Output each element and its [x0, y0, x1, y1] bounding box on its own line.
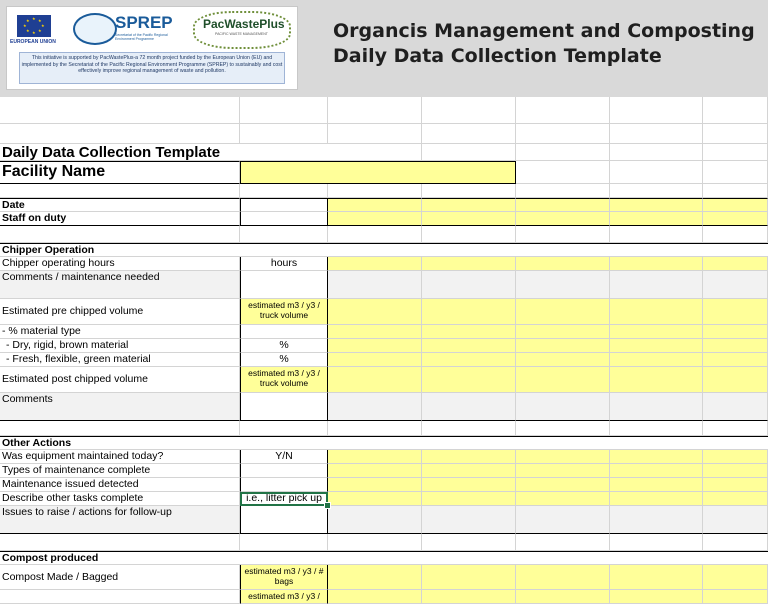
data-entry-cell[interactable] — [516, 367, 610, 393]
data-entry-cell[interactable] — [610, 464, 703, 478]
template-heading: Daily Data Collection Template — [0, 144, 328, 161]
empty-cell[interactable] — [516, 421, 610, 436]
data-entry-cell[interactable] — [610, 353, 703, 367]
data-entry-cell[interactable] — [516, 271, 610, 299]
empty-cell[interactable] — [328, 97, 422, 124]
data-entry-cell[interactable] — [610, 492, 703, 506]
empty-cell[interactable] — [240, 184, 328, 198]
data-entry-cell[interactable] — [703, 492, 768, 506]
data-entry-cell[interactable] — [703, 464, 768, 478]
empty-cell[interactable] — [0, 421, 240, 436]
empty-cell[interactable] — [610, 226, 703, 243]
empty-cell[interactable] — [516, 144, 610, 161]
data-entry-cell[interactable] — [516, 325, 610, 339]
data-entry-cell[interactable] — [610, 393, 703, 421]
data-entry-cell[interactable] — [328, 590, 422, 604]
empty-cell[interactable] — [610, 421, 703, 436]
empty-cell[interactable] — [610, 534, 703, 551]
data-entry-cell[interactable] — [516, 299, 610, 325]
data-entry-cell[interactable] — [422, 353, 516, 367]
empty-cell[interactable] — [516, 226, 610, 243]
data-entry-cell[interactable] — [516, 464, 610, 478]
empty-cell[interactable] — [328, 534, 422, 551]
empty-cell[interactable] — [422, 97, 516, 124]
unit-input-cell[interactable] — [240, 198, 328, 212]
data-entry-cell[interactable] — [516, 257, 610, 271]
data-entry-cell[interactable] — [516, 393, 610, 421]
section-header: Compost produced — [0, 551, 768, 565]
empty-cell[interactable] — [703, 184, 768, 198]
data-entry-cell[interactable] — [516, 590, 610, 604]
data-entry-cell[interactable] — [422, 271, 516, 299]
empty-cell[interactable] — [422, 144, 516, 161]
pacwasteplus-logo: PacWastePlus — [203, 17, 285, 31]
data-entry-cell[interactable] — [328, 506, 422, 534]
empty-cell[interactable] — [610, 161, 703, 184]
row-label: Estimated pre chipped volume — [0, 299, 240, 325]
empty-cell[interactable] — [422, 534, 516, 551]
empty-cell[interactable] — [516, 161, 610, 184]
empty-cell[interactable] — [703, 124, 768, 144]
eu-label: EUROPEAN UNION — [10, 39, 56, 45]
data-entry-cell[interactable] — [328, 198, 422, 212]
empty-cell[interactable] — [0, 124, 240, 144]
empty-cell[interactable] — [703, 161, 768, 184]
data-entry-cell[interactable] — [610, 450, 703, 464]
data-entry-cell[interactable] — [703, 198, 768, 212]
data-entry-cell[interactable] — [328, 271, 422, 299]
row-label: Describe other tasks complete — [0, 492, 240, 506]
empty-cell[interactable] — [0, 226, 240, 243]
data-entry-cell[interactable] — [610, 367, 703, 393]
empty-cell[interactable] — [0, 534, 240, 551]
data-entry-cell[interactable] — [422, 506, 516, 534]
data-entry-cell[interactable] — [610, 271, 703, 299]
fill-handle[interactable] — [324, 502, 331, 509]
data-entry-cell[interactable] — [422, 492, 516, 506]
empty-cell[interactable] — [422, 421, 516, 436]
unit-input-cell[interactable] — [240, 506, 328, 534]
data-entry-cell[interactable] — [610, 325, 703, 339]
empty-cell[interactable] — [0, 97, 240, 124]
empty-cell[interactable] — [328, 226, 422, 243]
row-label: Types of maintenance complete — [0, 464, 240, 478]
title-line-2: Daily Data Collection Template — [333, 45, 662, 67]
section-header: Chipper Operation — [0, 243, 768, 257]
data-entry-cell[interactable] — [703, 478, 768, 492]
spreadsheet-grid[interactable] — [0, 97, 768, 601]
data-entry-cell[interactable] — [516, 198, 610, 212]
data-entry-cell[interactable] — [328, 478, 422, 492]
funding-disclaimer: This initiative is supported by PacWastePlus-a 72 month project funded by the European Union (EU) and implemented by the Secretariat of the Pacific Regional Environment Programme (SPREP) to sustainably and cost effectively improve regional management of waste and pollution. — [19, 52, 285, 84]
empty-cell[interactable] — [240, 226, 328, 243]
document-header — [0, 0, 768, 97]
row-label: - Dry, rigid, brown material — [0, 339, 240, 353]
empty-cell[interactable] — [516, 534, 610, 551]
empty-cell[interactable] — [0, 184, 240, 198]
empty-cell[interactable] — [422, 184, 516, 198]
data-entry-cell[interactable] — [328, 325, 422, 339]
data-entry-cell[interactable] — [328, 257, 422, 271]
data-entry-cell[interactable] — [328, 492, 422, 506]
row-label: - Fresh, flexible, green material — [0, 353, 240, 367]
page-title — [333, 19, 755, 69]
empty-cell[interactable] — [703, 97, 768, 124]
row-label: Comments / maintenance needed — [0, 271, 240, 299]
data-entry-cell[interactable] — [610, 198, 703, 212]
data-entry-cell[interactable] — [610, 590, 703, 604]
data-entry-cell[interactable] — [516, 478, 610, 492]
unit-input-cell[interactable] — [240, 325, 328, 339]
data-entry-cell[interactable] — [610, 565, 703, 590]
data-entry-cell[interactable] — [703, 450, 768, 464]
sprep-subtitle: Secretariat of the Pacific Regional Environment Programme — [115, 33, 168, 41]
data-entry-cell[interactable] — [703, 367, 768, 393]
data-entry-cell[interactable] — [703, 271, 768, 299]
data-entry-cell[interactable] — [610, 506, 703, 534]
section-header: Other Actions — [0, 436, 768, 450]
data-entry-cell[interactable] — [516, 450, 610, 464]
empty-cell[interactable] — [703, 421, 768, 436]
data-entry-cell[interactable] — [610, 478, 703, 492]
empty-cell[interactable] — [703, 534, 768, 551]
unit-cell[interactable]: Y/N — [240, 450, 328, 464]
data-entry-cell[interactable] — [422, 299, 516, 325]
empty-cell[interactable] — [516, 97, 610, 124]
row-label: Comments — [0, 393, 240, 421]
data-entry-cell[interactable] — [422, 339, 516, 353]
data-entry-cell[interactable] — [422, 393, 516, 421]
empty-cell[interactable] — [422, 124, 516, 144]
data-entry-cell[interactable] — [703, 590, 768, 604]
row-label: Estimated post chipped volume — [0, 367, 240, 393]
unit-input-cell[interactable] — [240, 478, 328, 492]
data-entry-cell[interactable] — [422, 367, 516, 393]
empty-cell[interactable] — [516, 184, 610, 198]
data-entry-cell[interactable] — [610, 299, 703, 325]
row-label: Chipper operating hours — [0, 257, 240, 271]
data-entry-cell[interactable] — [422, 257, 516, 271]
unit-cell[interactable]: estimated m3 / y3 / truck volume — [240, 299, 328, 325]
row-label: Staff on duty — [0, 212, 240, 226]
data-entry-cell[interactable] — [610, 257, 703, 271]
data-entry-cell[interactable] — [422, 464, 516, 478]
unit-input-cell[interactable] — [240, 393, 328, 421]
empty-cell[interactable] — [328, 124, 422, 144]
data-entry-cell[interactable] — [516, 212, 610, 226]
unit-cell[interactable]: i.e., litter pick up — [240, 492, 328, 506]
sprep-emblem-icon — [73, 13, 117, 45]
data-entry-cell[interactable] — [703, 565, 768, 590]
data-entry-cell[interactable] — [516, 565, 610, 590]
pacwasteplus-subtitle: PACIFIC WASTE MANAGEMENT — [215, 32, 268, 36]
empty-cell[interactable] — [610, 124, 703, 144]
data-entry-cell[interactable] — [328, 464, 422, 478]
row-label: - % material type — [0, 325, 240, 339]
facility-name-input[interactable] — [240, 161, 516, 184]
data-entry-cell[interactable] — [703, 393, 768, 421]
data-entry-cell[interactable] — [328, 353, 422, 367]
data-entry-cell[interactable] — [703, 212, 768, 226]
unit-input-cell[interactable] — [240, 271, 328, 299]
empty-cell[interactable] — [240, 421, 328, 436]
unit-cell[interactable]: hours — [240, 257, 328, 271]
empty-cell[interactable] — [516, 124, 610, 144]
empty-cell[interactable] — [328, 144, 422, 161]
empty-cell[interactable] — [610, 184, 703, 198]
title-line-1: Organcis Management and Composting — [333, 20, 755, 42]
unit-cell[interactable]: estimated m3 / y3 / truck volume — [240, 367, 328, 393]
data-entry-cell[interactable] — [703, 299, 768, 325]
data-entry-cell[interactable] — [328, 450, 422, 464]
unit-input-cell[interactable] — [240, 212, 328, 226]
partner-logos-panel — [6, 6, 298, 90]
data-entry-cell[interactable] — [703, 506, 768, 534]
empty-cell[interactable] — [610, 144, 703, 161]
data-entry-cell[interactable] — [328, 299, 422, 325]
sprep-logo: SPREP — [115, 13, 173, 32]
data-entry-cell[interactable] — [610, 212, 703, 226]
empty-cell[interactable] — [703, 226, 768, 243]
empty-cell[interactable] — [240, 97, 328, 124]
unit-cell[interactable]: estimated m3 / y3 / # bags — [240, 565, 328, 590]
empty-cell[interactable] — [240, 124, 328, 144]
empty-cell[interactable] — [328, 184, 422, 198]
empty-cell[interactable] — [240, 534, 328, 551]
row-label — [0, 590, 240, 604]
unit-cell[interactable]: % — [240, 339, 328, 353]
data-entry-cell[interactable] — [422, 325, 516, 339]
facility-name-label: Facility Name — [0, 161, 240, 184]
empty-cell[interactable] — [610, 97, 703, 124]
eu-flag-icon: ★ ★ ★ ★ ★ ★ ★ ★ — [17, 15, 51, 37]
data-entry-cell[interactable] — [703, 339, 768, 353]
data-entry-cell[interactable] — [516, 353, 610, 367]
data-entry-cell[interactable] — [516, 339, 610, 353]
data-entry-cell[interactable] — [328, 565, 422, 590]
data-entry-cell[interactable] — [703, 257, 768, 271]
data-entry-cell[interactable] — [422, 590, 516, 604]
unit-input-cell[interactable] — [240, 464, 328, 478]
data-entry-cell[interactable] — [328, 393, 422, 421]
data-entry-cell[interactable] — [422, 198, 516, 212]
data-entry-cell[interactable] — [422, 478, 516, 492]
empty-cell[interactable] — [703, 144, 768, 161]
data-entry-cell[interactable] — [516, 492, 610, 506]
data-entry-cell[interactable] — [703, 325, 768, 339]
row-label: Maintenance issued detected — [0, 478, 240, 492]
data-entry-cell[interactable] — [328, 367, 422, 393]
unit-cell[interactable]: % — [240, 353, 328, 367]
empty-cell[interactable] — [422, 226, 516, 243]
data-entry-cell[interactable] — [422, 212, 516, 226]
data-entry-cell[interactable] — [703, 353, 768, 367]
data-entry-cell[interactable] — [328, 339, 422, 353]
data-entry-cell[interactable] — [516, 506, 610, 534]
data-entry-cell[interactable] — [328, 212, 422, 226]
row-label: Date — [0, 198, 240, 212]
data-entry-cell[interactable] — [422, 565, 516, 590]
unit-cell[interactable]: estimated m3 / y3 / — [240, 590, 328, 604]
data-entry-cell[interactable] — [422, 450, 516, 464]
data-entry-cell[interactable] — [610, 339, 703, 353]
empty-cell[interactable] — [328, 421, 422, 436]
row-label: Was equipment maintained today? — [0, 450, 240, 464]
row-label: Compost Made / Bagged — [0, 565, 240, 590]
row-label: Issues to raise / actions for follow-up — [0, 506, 240, 534]
